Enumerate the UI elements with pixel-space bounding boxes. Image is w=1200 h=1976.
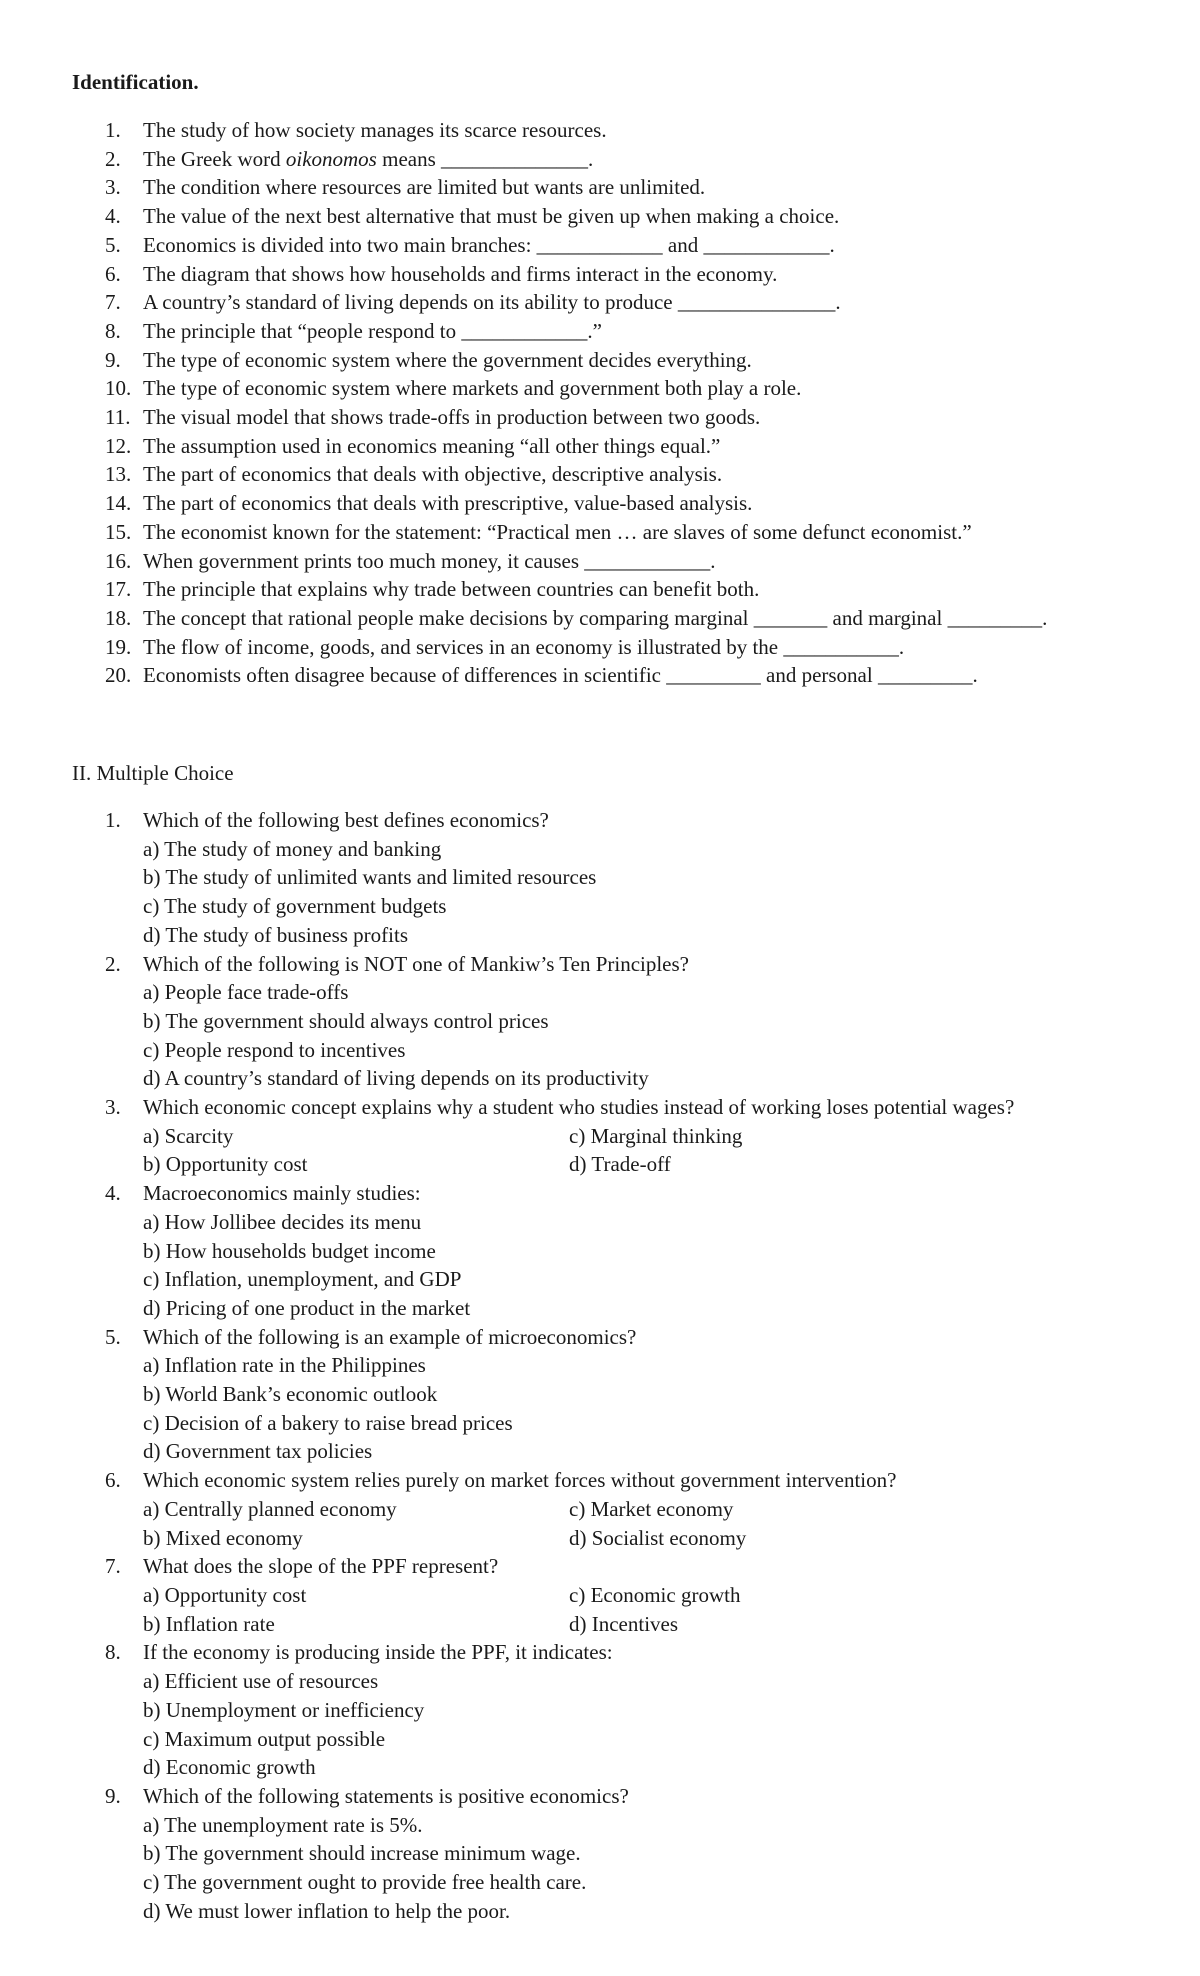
identification-item	[0, 604, 1200, 633]
item-text-italic-term: oikonomos	[285, 146, 377, 171]
item-number: 20.	[105, 663, 132, 688]
item-text: The economist known for the statement: “Practical men … are slaves of some defunct economist.”	[143, 519, 972, 544]
question-number: 3.	[105, 1095, 121, 1120]
item-number: 5.	[105, 232, 121, 257]
item-number: 7.	[105, 290, 121, 315]
section-title-multiple-choice: II. Multiple Choice	[72, 761, 234, 785]
mc-question	[0, 1093, 1200, 1179]
answer-options-two-column	[143, 1581, 1200, 1638]
item-text: The part of economics that deals with prescriptive, value-based analysis.	[143, 491, 753, 516]
item-text: The part of economics that deals with objective, descriptive analysis.	[143, 462, 723, 487]
identification-item	[0, 288, 1200, 317]
item-number: 3.	[105, 175, 121, 200]
item-number: 10.	[105, 376, 132, 401]
identification-item	[0, 116, 1200, 145]
answer-option: a) The study of money and banking	[143, 836, 442, 861]
question-number: 9.	[105, 1783, 121, 1808]
item-number: 2.	[105, 146, 121, 171]
answer-option: c) Maximum output possible	[143, 1726, 386, 1751]
answer-option: a) How Jollibee decides its menu	[143, 1209, 422, 1234]
question-text: Which of the following is NOT one of Mankiw’s Ten Principles?	[143, 951, 689, 976]
item-text: The type of economic system where the government decides everything.	[143, 347, 752, 372]
answer-option: c) The study of government budgets	[143, 894, 447, 919]
answer-option: a) Centrally planned economy	[143, 1496, 397, 1521]
identification-item	[0, 633, 1200, 662]
question-text: If the economy is producing inside the PPF, it indicates:	[143, 1640, 613, 1665]
answer-option: c) Decision of a bakery to raise bread prices	[143, 1410, 513, 1435]
item-text	[143, 145, 1200, 174]
answer-options-two-column	[143, 1495, 1200, 1552]
answer-option: b) Unemployment or inefficiency	[143, 1697, 425, 1722]
answer-option: d) We must lower inflation to help the poor.	[143, 1898, 511, 1923]
item-number: 9.	[105, 347, 121, 372]
answer-option: d) Incentives	[569, 1611, 679, 1636]
item-text: The assumption used in economics meaning “all other things equal.”	[143, 433, 721, 458]
item-number: 15.	[105, 519, 132, 544]
answer-option: a) Efficient use of resources	[143, 1669, 379, 1694]
item-text: When government prints too much money, it causes ____________.	[143, 548, 716, 573]
item-text: The principle that “people respond to ____________.”	[143, 318, 602, 343]
item-number: 11.	[105, 405, 131, 430]
answer-option: c) Marginal thinking	[569, 1123, 743, 1148]
item-text: The diagram that shows how households and firms interact in the economy.	[143, 261, 778, 286]
question-text: Which of the following best defines economics?	[143, 808, 549, 832]
answer-option: d) Pricing of one product in the market	[143, 1295, 471, 1320]
identification-item	[0, 661, 1200, 690]
item-text: The flow of income, goods, and services in an economy is illustrated by the ___________.	[143, 634, 905, 659]
answer-option: b) The government should always control prices	[143, 1008, 549, 1033]
mc-question	[0, 950, 1200, 1094]
answer-option: a) People face trade-offs	[143, 980, 349, 1005]
item-text: Economics is divided into two main branches: ____________ and ____________.	[143, 232, 835, 257]
item-number: 13.	[105, 462, 132, 487]
item-number: 1.	[105, 118, 121, 142]
identification-item	[0, 460, 1200, 489]
item-number: 16.	[105, 548, 132, 573]
answer-option: b) Inflation rate	[143, 1611, 275, 1636]
answer-options-two-column	[143, 1122, 1200, 1179]
identification-item	[0, 145, 1200, 174]
mc-question	[0, 1323, 1200, 1467]
question-text: Which economic system relies purely on market forces without government intervention?	[143, 1468, 897, 1493]
answer-option: b) Mixed economy	[143, 1525, 303, 1550]
item-number: 6.	[105, 261, 121, 286]
item-number: 17.	[105, 577, 132, 602]
question-number: 5.	[105, 1324, 121, 1349]
identification-item	[0, 202, 1200, 231]
answer-option: b) Opportunity cost	[143, 1152, 308, 1177]
question-number: 4.	[105, 1181, 121, 1206]
item-number: 18.	[105, 605, 132, 630]
question-number: 2.	[105, 951, 121, 976]
item-text: The principle that explains why trade between countries can benefit both.	[143, 577, 760, 602]
answer-option: a) Scarcity	[143, 1123, 234, 1148]
item-number: 4.	[105, 204, 121, 229]
identification-item	[0, 173, 1200, 202]
identification-item	[0, 489, 1200, 518]
identification-item	[0, 346, 1200, 375]
identification-list	[0, 116, 1200, 690]
item-number: 14.	[105, 491, 132, 516]
mc-question	[0, 1179, 1200, 1323]
mc-question	[0, 1782, 1200, 1926]
answer-option: a) The unemployment rate is 5%.	[143, 1812, 423, 1837]
item-number: 8.	[105, 318, 121, 343]
item-text: The type of economic system where markets and government both play a role.	[143, 376, 802, 401]
mc-question	[0, 1638, 1200, 1782]
question-number: 8.	[105, 1640, 121, 1665]
item-text: The condition where resources are limited but wants are unlimited.	[143, 175, 706, 200]
question-text: What does the slope of the PPF represent?	[143, 1554, 499, 1579]
answer-option: b) The government should increase minimum wage.	[143, 1841, 581, 1866]
question-number: 6.	[105, 1468, 121, 1493]
item-text-part: means ______________.	[376, 146, 594, 171]
answer-option: b) How households budget income	[143, 1238, 436, 1263]
answer-option: c) Inflation, unemployment, and GDP	[143, 1267, 462, 1292]
answer-option: c) Economic growth	[569, 1582, 741, 1607]
identification-item	[0, 518, 1200, 547]
identification-item	[0, 432, 1200, 461]
identification-item	[0, 231, 1200, 260]
identification-item	[0, 317, 1200, 346]
item-text: A country’s standard of living depends on its ability to produce _______________.	[143, 290, 841, 315]
question-number: 1.	[105, 808, 121, 832]
answer-option: c) People respond to incentives	[143, 1037, 406, 1062]
question-text: Macroeconomics mainly studies:	[143, 1181, 421, 1206]
question-number: 7.	[105, 1554, 121, 1579]
answer-option: b) The study of unlimited wants and limited resources	[143, 865, 597, 890]
identification-item	[0, 403, 1200, 432]
question-text: Which of the following is an example of microeconomics?	[143, 1324, 637, 1349]
answer-option: c) The government ought to provide free health care.	[143, 1870, 587, 1895]
answer-option: d) The study of business profits	[143, 922, 409, 947]
answer-option: d) A country’s standard of living depends on its productivity	[143, 1066, 649, 1091]
answer-option: a) Opportunity cost	[143, 1582, 307, 1607]
answer-option: d) Government tax policies	[143, 1439, 373, 1464]
answer-option: b) World Bank’s economic outlook	[143, 1382, 438, 1407]
item-text-part: The Greek word	[143, 146, 286, 171]
answer-option: c) Market economy	[569, 1496, 734, 1521]
item-number: 19.	[105, 634, 132, 659]
answer-option: a) Inflation rate in the Philippines	[143, 1353, 426, 1378]
identification-item	[0, 374, 1200, 403]
item-text: Economists often disagree because of differences in scientific _________ and personal _________.	[143, 663, 978, 688]
item-number: 12.	[105, 433, 132, 458]
answer-option: d) Trade-off	[569, 1152, 671, 1177]
mc-question	[0, 1466, 1200, 1552]
identification-item	[0, 260, 1200, 289]
identification-item	[0, 575, 1200, 604]
mc-question	[0, 1552, 1200, 1638]
item-text: The visual model that shows trade-offs in production between two goods.	[143, 405, 761, 430]
identification-item	[0, 547, 1200, 576]
item-text: The concept that rational people make decisions by comparing marginal _______ and marginal _________.	[143, 605, 1048, 630]
answer-option: d) Economic growth	[143, 1755, 316, 1780]
mc-question	[0, 806, 1200, 950]
question-text: Which of the following statements is positive economics?	[143, 1783, 629, 1808]
item-text: The value of the next best alternative that must be given up when making a choice.	[143, 204, 840, 229]
section-title-identification: Identification.	[72, 70, 199, 94]
question-text: Which economic concept explains why a student who studies instead of working loses potential wages?	[143, 1095, 1015, 1120]
answer-option: d) Socialist economy	[569, 1525, 747, 1550]
item-text: The study of how society manages its scarce resources.	[143, 118, 607, 142]
multiple-choice-list	[0, 806, 1200, 1925]
